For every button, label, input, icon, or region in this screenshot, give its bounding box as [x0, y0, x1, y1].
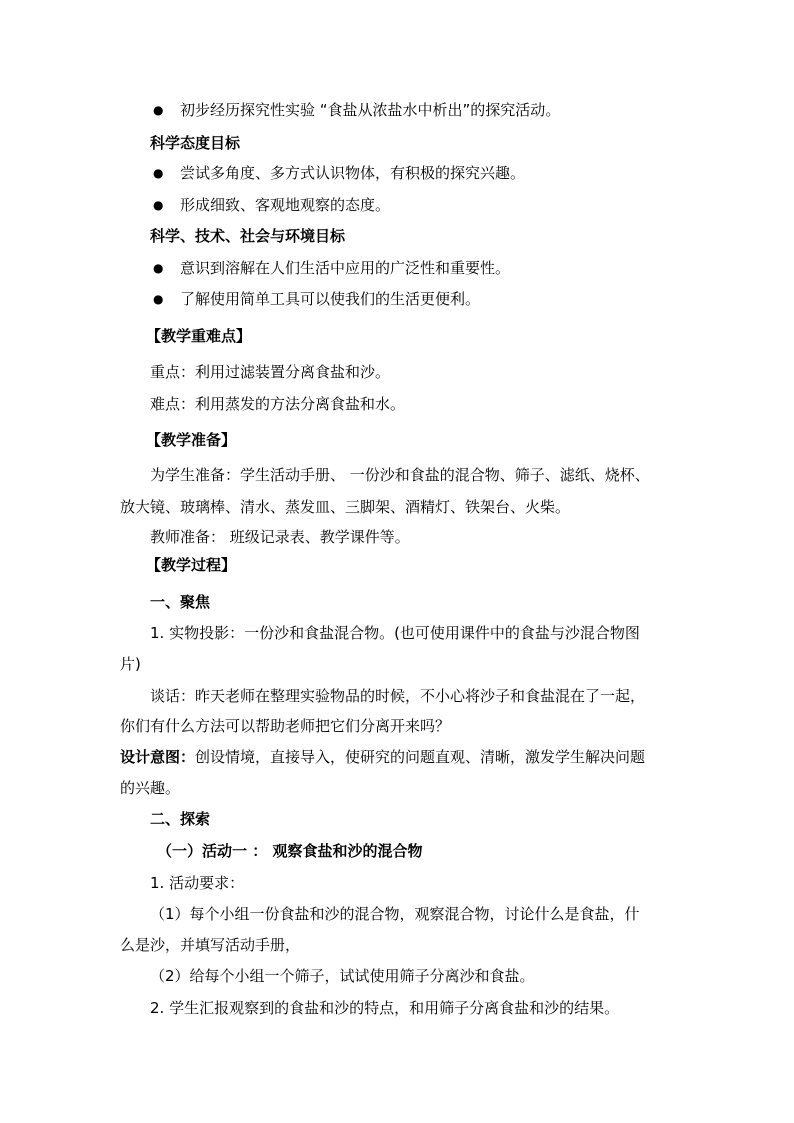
design-intent-label: 设计意图：	[120, 748, 196, 766]
student-prep-cont: 放大镜、玻璃棒、清水、蒸发皿、三脚架、酒精灯、铁架台、火柴。	[120, 498, 571, 516]
sts-heading: 科学、技术、社会与环境目标	[150, 227, 346, 245]
bullet-icon: ●	[153, 166, 164, 180]
key-point: 重点：利用过滤装置分离食盐和沙。	[150, 363, 391, 381]
student-prep: 为学生准备：学生活动手册、 一份沙和食盐的混合物、筛子、滤纸、烧杯、	[150, 466, 650, 484]
design-intent	[120, 747, 694, 767]
process-heading: 【教学过程】	[146, 556, 237, 574]
talk-text: 谈话：昨天老师在整理实验物品的时候，不小心将沙子和食盐混在了一起，	[150, 687, 646, 705]
difficult-point: 难点：利用蒸发的方法分离食盐和水。	[150, 395, 406, 413]
design-intent-text: 创设情境，直接导入，使研究的问题直观、清晰，激发学生解决问题	[195, 748, 646, 766]
requirement-1-cont: 么是沙，并填写活动手册，	[120, 936, 301, 954]
difficulty-heading: 【教学重难点】	[146, 327, 252, 345]
focus-step-1: 1. 实物投影：一份沙和食盐混合物。(也可使用课件中的食盐与沙混合物图	[150, 624, 640, 642]
focus-step-1-cont: 片)	[120, 655, 141, 673]
goal-item: 初步经历探究性实验 “食盐从浓盐水中析出”的探究活动。	[180, 101, 561, 119]
teacher-prep: 教师准备： 班级记录表、教学课件等。	[150, 528, 410, 546]
section-explore-heading: 二、探索	[150, 810, 211, 828]
requirement-1: （1）每个小组一份食盐和沙的混合物，观察混合物，讨论什么是食盐，什	[150, 905, 640, 923]
prep-heading: 【教学准备】	[146, 431, 237, 449]
attitude-heading: 科学态度目标	[150, 134, 241, 152]
bullet-icon: ●	[153, 198, 164, 212]
requirements-title: 1. 活动要求：	[150, 874, 245, 892]
bullet-icon: ●	[153, 292, 164, 306]
goal-item: 了解使用简单工具可以使我们的生活更便利。	[180, 290, 481, 308]
design-intent-cont: 的兴趣。	[120, 779, 181, 797]
requirement-2: （2）给每个小组一个筛子，试试使用筛子分离沙和食盐。	[150, 967, 535, 985]
report-step: 2. 学生汇报观察到的食盐和沙的特点，和用筛子分离食盐和沙的结果。	[150, 999, 620, 1017]
section-focus-heading: 一、聚焦	[150, 593, 211, 611]
goal-item: 尝试多角度、多方式认识物体，有积极的探究兴趣。	[180, 164, 526, 182]
bullet-icon: ●	[153, 103, 164, 117]
goal-item: 意识到溶解在人们生活中应用的广泛性和重要性。	[180, 259, 511, 277]
goal-item: 形成细致、客观地观察的态度。	[180, 196, 391, 214]
activity-1-heading: （一）活动一 ： 观察食盐和沙的混合物	[157, 842, 423, 860]
bullet-icon: ●	[153, 261, 164, 275]
talk-text-cont: 你们有什么方法可以帮助老师把它们分离开来吗？	[120, 717, 451, 735]
